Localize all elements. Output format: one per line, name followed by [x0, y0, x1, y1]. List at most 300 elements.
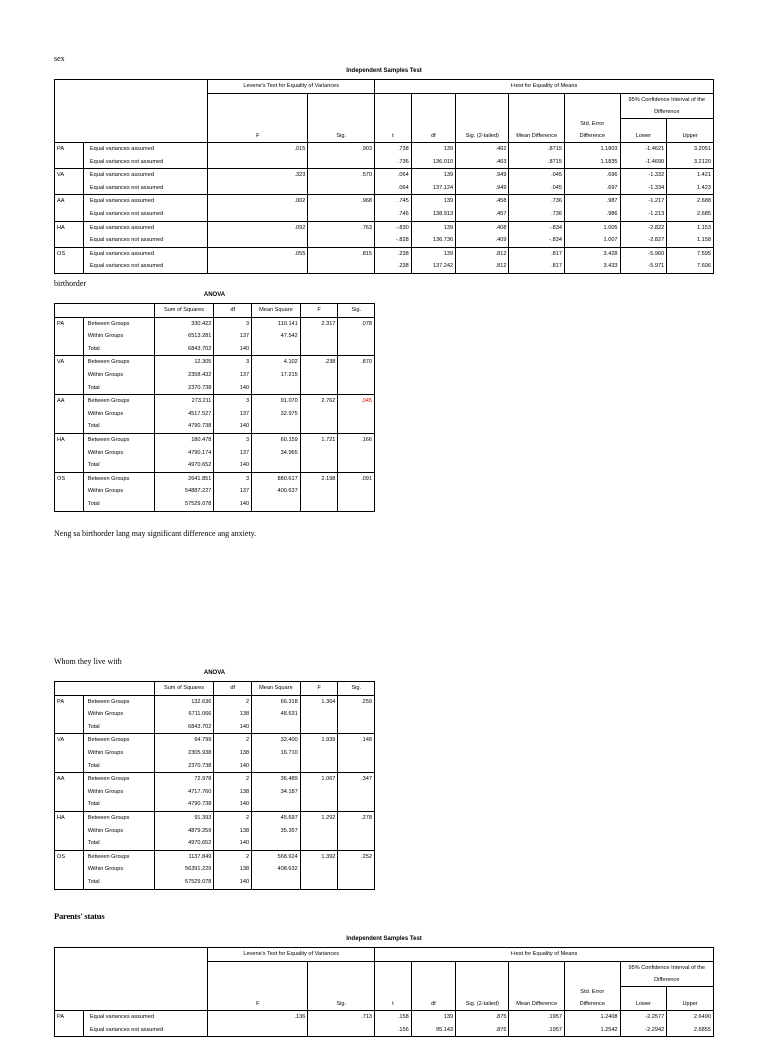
data-cell: [208, 182, 308, 195]
col-header-F: F: [208, 118, 308, 143]
data-cell: .055: [208, 247, 308, 260]
row-label: Between Groups: [83, 472, 154, 485]
data-cell: 139: [411, 247, 455, 260]
levene-header: Levene's Test for Equality of Variances: [208, 948, 375, 962]
data-cell: 140: [214, 459, 252, 472]
data-cell: 2370.738: [154, 760, 214, 773]
data-cell: 7.606: [697, 263, 711, 270]
data-cell: .817: [509, 260, 565, 273]
row-label: Total: [83, 721, 154, 734]
data-cell: [300, 459, 338, 472]
row-variable-label: VA: [55, 169, 84, 195]
table-row: [55, 811, 375, 824]
table-row: [55, 498, 375, 511]
data-cell: 17.215: [252, 369, 301, 382]
data-cell: -.834: [509, 221, 565, 234]
header-row: [55, 80, 714, 94]
header-spacer: [208, 93, 308, 118]
data-cell: [338, 420, 375, 433]
table-title-birthorder: ANOVA: [203, 292, 226, 298]
data-cell: 1.1835: [565, 156, 621, 169]
data-cell: 140: [214, 876, 252, 889]
data-cell: .092: [208, 221, 308, 234]
row-label: Between Groups: [83, 850, 154, 863]
data-cell: 2: [214, 773, 252, 786]
ttest-header: t-test for Equality of Means: [375, 80, 714, 94]
row-label: Within Groups: [83, 825, 154, 838]
data-cell: 1.158: [697, 237, 711, 244]
data-cell: 4.102: [252, 356, 301, 369]
col-header-t: t: [375, 118, 412, 143]
data-cell: 138: [214, 747, 252, 760]
data-cell: 137: [214, 369, 252, 382]
data-cell: 6711.066: [154, 708, 214, 721]
data-cell: 2.6490: [693, 1014, 711, 1021]
table-row: [55, 863, 375, 876]
data-cell: 140: [214, 382, 252, 395]
data-cell: 3.2051: [693, 146, 711, 153]
table-row: [55, 447, 375, 460]
note-text: Neng sa birthorder lang may significant difference ang anxiety.: [54, 529, 257, 538]
row-variable-label: AA: [55, 395, 84, 434]
data-cell: 36.489: [252, 773, 301, 786]
row-label: Equal variances assumed: [83, 247, 207, 260]
data-cell: 95.143: [411, 1024, 455, 1037]
std-err-line1: Std. Error: [580, 121, 605, 128]
data-cell: [300, 837, 338, 850]
data-cell: 35.357: [252, 825, 301, 838]
data-cell: 138: [214, 786, 252, 799]
col-header-mean-diff: Mean Difference: [509, 118, 565, 143]
row-label: Total: [83, 837, 154, 850]
blank-header-cell: [55, 948, 208, 1011]
col-header-f: F: [300, 682, 338, 696]
blank-header-cell: [55, 80, 208, 143]
table-row: [55, 1024, 714, 1037]
col-header-df: df: [411, 118, 455, 143]
row-variable-label: OS: [55, 850, 84, 889]
data-cell: 3.428: [565, 247, 621, 260]
data-cell: 132.636: [154, 695, 214, 708]
row-label: Between Groups: [83, 395, 154, 408]
data-cell: -1.332: [620, 169, 667, 182]
col-header-lower: Lower: [620, 986, 667, 1011]
data-cell: .045: [509, 169, 565, 182]
data-cell: 138: [214, 825, 252, 838]
data-cell: .8715: [509, 143, 565, 156]
data-cell: 137: [214, 408, 252, 421]
data-cell: 2.6855: [693, 1026, 711, 1033]
row-variable-label: HA: [55, 221, 84, 247]
row-label: Equal variances not assumed: [83, 208, 207, 221]
data-cell: 4790.738: [154, 420, 214, 433]
row-variable-label: HA: [55, 811, 84, 850]
data-cell: 3: [214, 317, 252, 330]
data-cell: 72.978: [154, 773, 214, 786]
col-header-mean-square: Mean Square: [252, 304, 301, 318]
row-label: Total: [83, 343, 154, 356]
data-cell: .259: [361, 698, 372, 705]
table-row: [55, 208, 714, 221]
data-cell: [300, 760, 338, 773]
table-row: [55, 382, 375, 395]
data-cell: [338, 747, 375, 760]
data-cell: .812: [456, 260, 509, 273]
data-cell: .968: [308, 195, 375, 208]
data-cell: [308, 208, 375, 221]
std-err-line2: Difference: [579, 133, 605, 140]
table-row: [55, 695, 375, 708]
data-cell: .696: [565, 169, 621, 182]
col-header-upper: Upper: [667, 118, 714, 143]
col-header-sig: Sig.: [338, 304, 375, 318]
col-header-std-err: [565, 118, 621, 143]
data-cell: .158: [375, 1011, 412, 1024]
table-row: [55, 850, 375, 863]
data-cell: 3: [214, 472, 252, 485]
data-cell: [252, 876, 301, 889]
blank-header-cell: [55, 682, 155, 696]
data-cell: 12.305: [154, 356, 214, 369]
data-cell: 1.007: [565, 234, 621, 247]
data-cell: 91.393: [154, 811, 214, 824]
col-header-sig: Sig.: [338, 682, 375, 696]
data-cell: -.834: [509, 234, 565, 247]
table-row: [55, 195, 714, 208]
data-cell: -.828: [375, 234, 412, 247]
data-cell: .156: [375, 1024, 412, 1037]
data-cell: 56391.229: [154, 863, 214, 876]
anova-table-live-with: [54, 681, 375, 890]
table-row: [55, 247, 714, 260]
data-cell: 2305.938: [154, 747, 214, 760]
data-cell: [308, 1024, 375, 1037]
col-header-mean-diff: Mean Difference: [509, 986, 565, 1011]
data-cell: -1.213: [620, 208, 667, 221]
data-cell: -5.960: [620, 247, 667, 260]
row-label: Equal variances assumed: [83, 169, 207, 182]
data-cell: 66.318: [252, 695, 301, 708]
data-cell: 1.939: [300, 734, 338, 747]
data-cell: [300, 876, 338, 889]
data-cell: .697: [565, 182, 621, 195]
row-variable-label: VA: [55, 734, 84, 773]
data-cell: .870: [361, 359, 372, 366]
table-row: [55, 260, 714, 273]
ci-header-line1: 95% Confidence Interval of the: [628, 96, 706, 103]
data-cell: [300, 786, 338, 799]
data-cell: .987: [565, 195, 621, 208]
header-spacer: [565, 961, 621, 986]
data-cell: [338, 876, 375, 889]
row-variable-label: PA: [55, 695, 84, 734]
row-label: Between Groups: [83, 356, 154, 369]
row-label: Total: [83, 420, 154, 433]
row-label: Total: [83, 459, 154, 472]
table-row: [55, 786, 375, 799]
data-cell: [338, 721, 375, 734]
header-spacer: [509, 93, 565, 118]
table-row: [55, 734, 375, 747]
header-spacer: [411, 961, 455, 986]
data-cell: 34.187: [252, 786, 301, 799]
data-cell: 138.913: [411, 208, 455, 221]
section-label-live-with: Whom they live with: [54, 657, 122, 666]
data-cell: .745: [375, 195, 412, 208]
row-variable-label: VA: [55, 356, 84, 395]
row-label: Equal variances not assumed: [83, 1024, 207, 1037]
data-cell: [338, 837, 375, 850]
data-cell: [252, 798, 301, 811]
table-row: [55, 433, 375, 446]
data-cell: 2.198: [300, 472, 338, 485]
data-cell: [308, 260, 375, 273]
row-variable-label: OS: [55, 247, 84, 273]
data-cell: 1.2542: [565, 1024, 621, 1037]
data-cell: 1.392: [300, 850, 338, 863]
col-header-mean-square: Mean Square: [252, 682, 301, 696]
data-cell: 3.2120: [693, 158, 711, 165]
data-cell: [300, 798, 338, 811]
data-cell: 137: [214, 330, 252, 343]
row-variable-label: PA: [55, 317, 84, 356]
col-header-df: df: [214, 304, 252, 318]
header-spacer: [456, 961, 509, 986]
data-cell: .876: [456, 1024, 509, 1037]
data-cell: [300, 420, 338, 433]
data-cell: 1.005: [565, 221, 621, 234]
data-cell: 110.141: [252, 317, 301, 330]
data-cell: 2370.738: [154, 382, 214, 395]
data-cell: 408.632: [252, 863, 301, 876]
significant-value: .045: [361, 398, 372, 405]
data-cell: [252, 760, 301, 773]
row-label: Equal variances assumed: [83, 1011, 207, 1024]
data-cell: [338, 498, 375, 511]
row-label: Between Groups: [83, 811, 154, 824]
data-cell: 273.211: [154, 395, 214, 408]
data-cell: 1.153: [697, 224, 711, 231]
data-cell: .763: [308, 221, 375, 234]
table-title-parents: Independent Samples Test: [346, 936, 422, 942]
table-row: [55, 708, 375, 721]
data-cell: 32.400: [252, 734, 301, 747]
data-cell: 3: [214, 395, 252, 408]
row-label: Within Groups: [83, 863, 154, 876]
row-label: Total: [83, 876, 154, 889]
row-label: Within Groups: [83, 786, 154, 799]
table-row: [55, 420, 375, 433]
data-cell: 139: [411, 143, 455, 156]
data-cell: [338, 760, 375, 773]
data-cell: 1.067: [300, 773, 338, 786]
data-cell: 4879.259: [154, 825, 214, 838]
data-cell: .091: [361, 475, 372, 482]
table-row: [55, 472, 375, 485]
col-header-sig2: Sig. (2-tailed): [456, 986, 509, 1011]
data-cell: 2: [214, 734, 252, 747]
data-cell: .736: [375, 156, 412, 169]
table-row: [55, 876, 375, 889]
header-spacer: [456, 93, 509, 118]
data-cell: -2.827: [620, 234, 667, 247]
data-cell: .817: [509, 247, 565, 260]
row-label: Equal variances not assumed: [83, 260, 207, 273]
data-cell: .815: [308, 247, 375, 260]
row-label: Equal variances assumed: [83, 221, 207, 234]
header-spacer: [565, 93, 621, 118]
data-cell: [208, 208, 308, 221]
data-cell: -1.334: [620, 182, 667, 195]
data-cell: [252, 498, 301, 511]
data-cell: [338, 408, 375, 421]
data-cell: 6843.702: [154, 721, 214, 734]
row-label: Total: [83, 760, 154, 773]
data-cell: 136.736: [411, 234, 455, 247]
data-cell: 138: [214, 863, 252, 876]
table-row: [55, 317, 375, 330]
ci-header-line2: Difference: [654, 976, 680, 983]
data-cell: [308, 182, 375, 195]
table-title-live-with: ANOVA: [203, 670, 226, 676]
data-cell: 140: [214, 721, 252, 734]
row-label: Within Groups: [83, 447, 154, 460]
row-label: Within Groups: [83, 369, 154, 382]
data-cell: -1.217: [620, 195, 667, 208]
data-cell: .457: [456, 208, 509, 221]
data-cell: .166: [361, 436, 372, 443]
data-cell: 2.688: [697, 198, 711, 205]
data-cell: 4717.760: [154, 786, 214, 799]
row-label: Equal variances assumed: [83, 195, 207, 208]
row-variable-label: OS: [55, 472, 84, 511]
row-label: Between Groups: [83, 433, 154, 446]
col-header-sum-of-squares: Sum of Squares: [154, 304, 214, 318]
data-cell: [338, 798, 375, 811]
data-cell: 4790.174: [154, 447, 214, 460]
data-cell: .746: [375, 208, 412, 221]
data-cell: [300, 708, 338, 721]
data-cell: 4790.738: [154, 798, 214, 811]
data-cell: .8715: [509, 156, 565, 169]
std-err-line1: Std. Error: [580, 989, 605, 996]
data-cell: 2641.851: [154, 472, 214, 485]
data-cell: .045: [509, 182, 565, 195]
data-cell: .238: [300, 356, 338, 369]
row-label: Within Groups: [83, 708, 154, 721]
data-cell: .078: [361, 320, 372, 327]
data-cell: 48.631: [252, 708, 301, 721]
data-cell: 2: [214, 695, 252, 708]
data-cell: 400.637: [252, 485, 301, 498]
data-cell: -2.2942: [620, 1024, 667, 1037]
data-cell: 180.478: [154, 433, 214, 446]
data-cell: [300, 498, 338, 511]
data-cell: 60.159: [252, 433, 301, 446]
row-label: Between Groups: [83, 695, 154, 708]
data-cell: .875: [456, 1011, 509, 1024]
anova-table-birthorder: [54, 303, 375, 512]
data-cell: 136.010: [411, 156, 455, 169]
table-row: [55, 182, 714, 195]
row-variable-label: PA: [55, 143, 84, 169]
data-cell: [338, 708, 375, 721]
data-cell: .408: [456, 221, 509, 234]
table-row: [55, 825, 375, 838]
data-cell: 57529.078: [154, 498, 214, 511]
independent-samples-table-sex: [54, 79, 714, 274]
row-label: Total: [83, 798, 154, 811]
data-cell: [252, 459, 301, 472]
col-header-sig2: Sig. (2-tailed): [456, 118, 509, 143]
data-cell: [338, 485, 375, 498]
data-cell: [300, 485, 338, 498]
table-row: [55, 234, 714, 247]
row-label: Total: [83, 498, 154, 511]
data-cell: [300, 408, 338, 421]
row-label: Total: [83, 382, 154, 395]
data-cell: 4970.652: [154, 837, 214, 850]
data-cell: 137: [214, 447, 252, 460]
col-header-sum-of-squares: Sum of Squares: [154, 682, 214, 696]
col-header-df: df: [411, 986, 455, 1011]
header-spacer: [411, 93, 455, 118]
row-label: Between Groups: [83, 734, 154, 747]
data-cell: -.830: [375, 221, 412, 234]
table-row: [55, 485, 375, 498]
data-cell: [308, 234, 375, 247]
data-cell: [300, 747, 338, 760]
data-cell: [300, 330, 338, 343]
table-row: [55, 369, 375, 382]
data-cell: 568.924: [252, 850, 301, 863]
col-header-upper: Upper: [667, 986, 714, 1011]
data-cell: 140: [214, 760, 252, 773]
data-cell: .736: [509, 208, 565, 221]
data-cell: [300, 343, 338, 356]
data-cell: [338, 382, 375, 395]
table-row: [55, 1011, 714, 1024]
data-cell: 57529.078: [154, 876, 214, 889]
data-cell: 2.685: [697, 211, 711, 218]
section-label-sex: sex: [54, 54, 65, 63]
row-label: Equal variances not assumed: [83, 182, 207, 195]
data-cell: .064: [375, 182, 412, 195]
col-header-std-err: [565, 986, 621, 1011]
section-label-parents-status: Parents' status: [54, 911, 105, 921]
data-cell: [300, 721, 338, 734]
table-row: [55, 356, 375, 369]
data-cell: .238: [375, 247, 412, 260]
data-cell: [300, 382, 338, 395]
data-cell: 47.542: [252, 330, 301, 343]
data-cell: .812: [456, 247, 509, 260]
data-cell: 140: [214, 343, 252, 356]
data-cell: 45.697: [252, 811, 301, 824]
data-cell: 91.070: [252, 395, 301, 408]
data-cell: [252, 382, 301, 395]
header-spacer: [509, 961, 565, 986]
data-cell: .238: [375, 260, 412, 273]
data-cell: .278: [361, 814, 372, 821]
table-row: [55, 747, 375, 760]
col-header-df: df: [214, 682, 252, 696]
table-row: [55, 343, 375, 356]
data-cell: -5.971: [620, 260, 667, 273]
data-cell: 137.124: [411, 182, 455, 195]
data-cell: [300, 369, 338, 382]
data-cell: 34.965: [252, 447, 301, 460]
